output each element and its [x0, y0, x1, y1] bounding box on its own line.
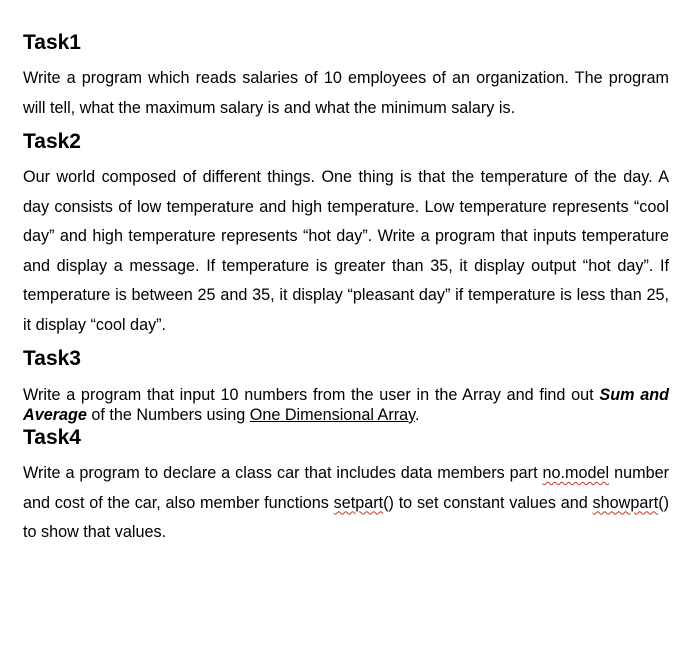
task4-spellcheck-setpart: setpart: [333, 493, 384, 512]
task3-text-start: Write a program that input 10 numbers from the user in the Array and find out: [23, 386, 600, 404]
task3-text-mid: of the Numbers using: [86, 406, 250, 424]
task3-paragraph: [23, 385, 669, 425]
task4-text-mid1: number and cost of the car, also member functions: [23, 464, 669, 512]
task4-heading: Task4: [23, 426, 81, 449]
task2-heading: Task2: [23, 130, 81, 153]
task2-paragraph: Our world composed of different things. One thing is that the temperature of the day. A day consists of low temperature and high temperature. Low temperature represents “cool day” and high temperature represents “hot day”. Write a program that inputs temperature and display a message. If temperature is greater than 35, it display output “hot day”. If temperature is between 25 and 35, it display “pleasant day” if temperature is less than 25, it display “cool day”.: [23, 168, 669, 334]
task4-text-start: Write a program to declare a class car that includes data members part: [23, 464, 543, 482]
task4-spellcheck-nomodel: no.model: [542, 464, 610, 482]
task1-heading: Task1: [23, 31, 81, 54]
task4-paragraph: [23, 459, 669, 548]
task4-text-mid2: () to set constant values and: [383, 493, 593, 512]
task3-heading: Task3: [23, 347, 81, 370]
task3-emphasis: Sum and Average: [23, 386, 669, 424]
task3-text-end: .: [415, 406, 420, 424]
task1-paragraph: Write a program which reads salaries of 10 employees of an organization. The program will tell, what the maximum salary is and what the minimum salary is.: [23, 69, 669, 117]
task4-spellcheck-showpart: showpart: [592, 493, 659, 512]
task4-text-end: () to show that values.: [23, 493, 669, 542]
task3-underlined: One Dimensional Array: [249, 406, 415, 424]
